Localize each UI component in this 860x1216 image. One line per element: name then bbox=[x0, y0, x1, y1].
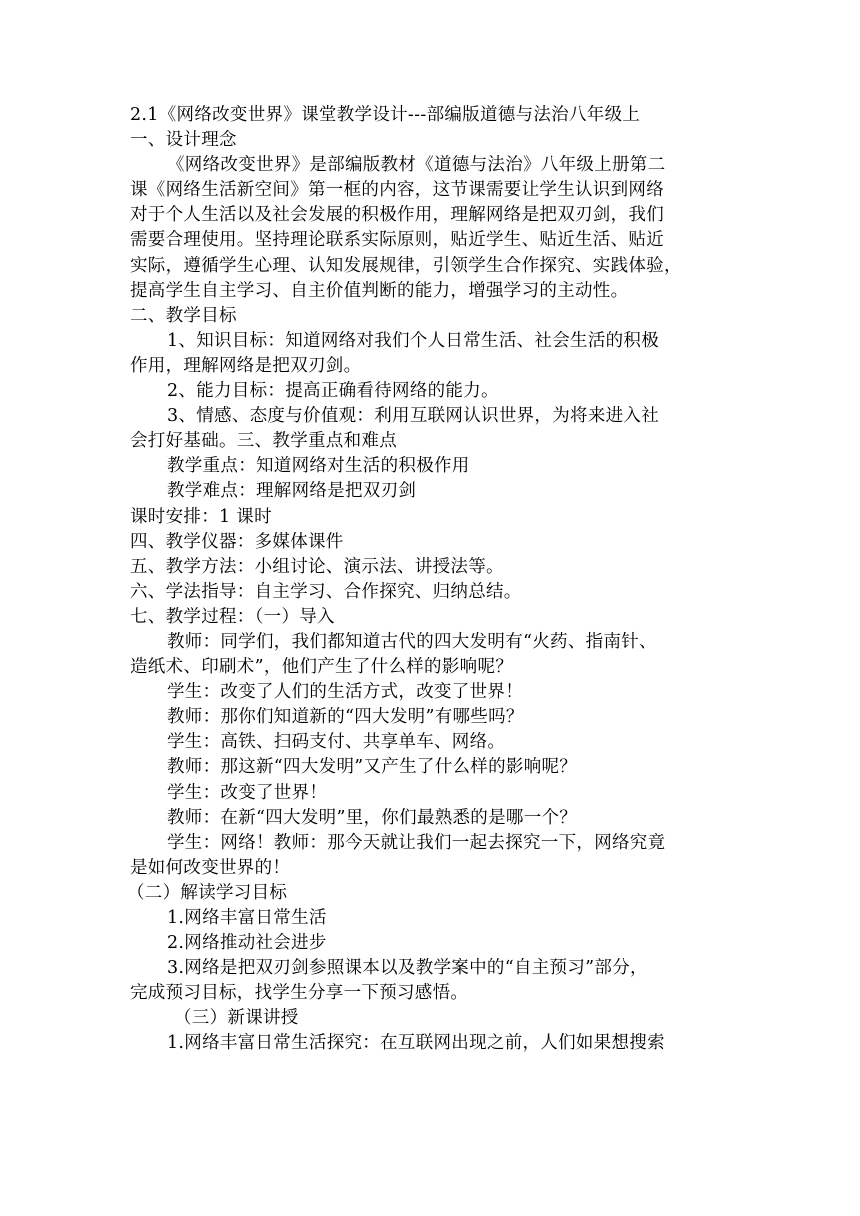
text-line: 教师：那这新“四大发明”又产生了什么样的影响呢？ bbox=[167, 757, 578, 778]
text-line: 造纸术、印刷术”，他们产生了什么样的影响呢？ bbox=[130, 657, 514, 678]
document-title: 2.1《网络改变世界》课堂教学设计---部编版道德与法治八年级上 bbox=[130, 105, 641, 125]
section-heading: 六、学法指导：自主学习、合作探究、归纳总结。 bbox=[130, 581, 522, 602]
text-line: 1、知识目标：知道网络对我们个人日常生活、社会生活的积极 bbox=[167, 330, 660, 351]
text-line: 课时安排：1 课时 bbox=[130, 506, 272, 527]
text-line: 教学重点：知道网络对生活的积极作用 bbox=[167, 456, 470, 477]
text-line: 教师：在新“四大发明”里，你们最熟悉的是哪一个？ bbox=[167, 807, 578, 828]
section-heading: 五、教学方法：小组讨论、演示法、讲授法等。 bbox=[130, 556, 504, 577]
text-line: 课《网络生活新空间》第一框的内容，这节课需要让学生认识到网络 bbox=[130, 180, 664, 201]
section-heading: 四、教学仪器：多媒体课件 bbox=[130, 531, 344, 552]
text-line: 学生：改变了世界！ bbox=[167, 782, 328, 803]
text-line: 1.网络丰富日常生活 bbox=[167, 908, 327, 928]
text-line: 会打好基础。三、教学重点和难点 bbox=[130, 431, 397, 452]
text-line: 学生：网络！教师：那今天就让我们一起去探究一下，网络究竟 bbox=[167, 832, 666, 853]
section-heading: （二）解读学习目标 bbox=[127, 882, 288, 903]
section-heading: 七、教学过程：（一）导入 bbox=[130, 606, 335, 627]
text-line: 教师：同学们，我们都知道古代的四大发明有“火药、指南针、 bbox=[167, 631, 657, 652]
text-line: 对于个人生活以及社会发展的积极作用，理解网络是把双刃剑，我们 bbox=[130, 205, 664, 226]
section-heading: 一、设计理念 bbox=[130, 130, 237, 151]
section-heading: （三）新课讲授 bbox=[174, 1008, 299, 1029]
text-line: 3.网络是把双刃剑参照课本以及教学案中的“自主预习”部分， bbox=[167, 958, 648, 979]
text-line: 3、情感、态度与价值观：利用互联网认识世界，为将来进入社 bbox=[167, 406, 660, 427]
text-line: 提高学生自主学习、自主价值判断的能力，增强学习的主动性。 bbox=[130, 280, 629, 301]
text-line: 2、能力目标：提高正确看待网络的能力。 bbox=[167, 381, 499, 402]
text-line: 教学难点：理解网络是把双刃剑 bbox=[167, 481, 417, 502]
text-line: 教师：那你们知道新的“四大发明”有哪些吗？ bbox=[167, 707, 524, 728]
text-line: 《网络改变世界》是部编版教材《道德与法治》八年级上册第二 bbox=[167, 155, 666, 176]
text-line: 学生：改变了人们的生活方式，改变了世界！ bbox=[167, 682, 523, 703]
text-line: 完成预习目标，找学生分享一下预习感悟。 bbox=[130, 983, 469, 1004]
text-line: 学生：高铁、扫码支付、共享单车、网络。 bbox=[167, 732, 506, 753]
text-line: 1.网络丰富日常生活探究：在互联网出现之前，人们如果想搜索 bbox=[167, 1033, 665, 1054]
section-heading: 二、教学目标 bbox=[130, 305, 237, 326]
text-line: 2.网络推动社会进步 bbox=[167, 933, 327, 954]
text-line: 实际，遵循学生心理、认知发展规律，引领学生合作探究、实践体验， bbox=[130, 255, 682, 276]
text-line: 需要合理使用。坚持理论联系实际原则，贴近学生、贴近生活、贴近 bbox=[130, 230, 664, 251]
text-line: 作用，理解网络是把双刃剑。 bbox=[130, 355, 362, 376]
text-line: 是如何改变世界的！ bbox=[130, 857, 291, 878]
